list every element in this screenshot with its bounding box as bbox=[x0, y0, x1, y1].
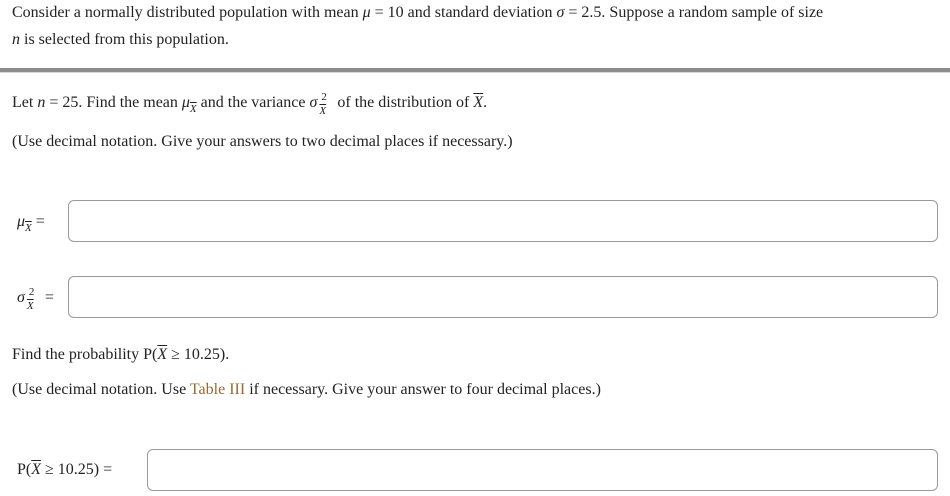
xbar-symbol: $\overline{X}$ bbox=[157, 346, 168, 363]
intro-text-4: is selected from this population. bbox=[20, 31, 229, 48]
instruction-text: if necessary. Give your answer to four decimal places.) bbox=[245, 381, 601, 398]
prompt-text: and the variance bbox=[196, 94, 310, 111]
prompt-text: . bbox=[483, 94, 488, 111]
xbar-symbol: $\overline{X}$ bbox=[473, 94, 484, 111]
prompt-text: = 25. Find the mean bbox=[45, 94, 182, 111]
prompt-text: of the distribution of bbox=[333, 94, 474, 111]
variance-label bbox=[17, 286, 54, 312]
xbar-symbol: $\overline{X}$ bbox=[31, 461, 42, 478]
instruction-text: (Use decimal notation. Use bbox=[12, 381, 190, 398]
intro-text-1: Consider a normally distributed population with mean bbox=[12, 4, 363, 21]
part-a-prompt bbox=[12, 91, 488, 117]
mu-symbol: μ bbox=[17, 213, 26, 230]
mean-input[interactable] bbox=[68, 200, 938, 242]
part-b-instruction bbox=[12, 380, 601, 400]
sigma-scripts bbox=[317, 91, 333, 117]
prompt-text: Find the probability P( bbox=[12, 346, 158, 363]
probability-label bbox=[17, 460, 112, 480]
intro-line-2 bbox=[12, 30, 229, 50]
mean-label bbox=[17, 212, 45, 233]
mu-symbol: μ bbox=[181, 94, 190, 111]
sigma-symbol: σ bbox=[556, 4, 565, 21]
xbar-subscript: X bbox=[189, 103, 197, 115]
intro-line-1 bbox=[12, 3, 823, 23]
section-divider-shadow bbox=[0, 72, 950, 73]
prompt-text: ≥ 10.25). bbox=[167, 346, 230, 363]
xbar-subscript: X bbox=[25, 222, 32, 234]
n-symbol: n bbox=[12, 31, 20, 48]
sigma-symbol: σ bbox=[309, 94, 318, 111]
sigma-symbol: σ bbox=[17, 289, 25, 306]
label-text: ≥ 10.25) = bbox=[41, 461, 113, 478]
squared-superscript: 2 bbox=[321, 91, 327, 103]
table-iii-link[interactable]: Table III bbox=[189, 381, 246, 398]
squared-superscript: 2 bbox=[28, 286, 35, 298]
label-text: P( bbox=[17, 461, 32, 478]
xbar-subscript: $\overline{X}$ bbox=[26, 300, 34, 312]
equals-sign: = bbox=[31, 213, 45, 230]
intro-text-2: = 10 and standard deviation bbox=[370, 4, 557, 21]
n-symbol: n bbox=[37, 94, 46, 111]
intro-text-3: = 2.5. Suppose a random sample of size bbox=[564, 4, 824, 21]
xbar-subscript: $\overline{X}$ bbox=[319, 105, 327, 117]
part-a-instruction: (Use decimal notation. Give your answers to two decimal places if necessary.) bbox=[12, 133, 513, 150]
prompt-text: Let bbox=[12, 94, 38, 111]
part-b-prompt bbox=[12, 345, 229, 365]
variance-input[interactable] bbox=[68, 276, 938, 318]
probability-input[interactable] bbox=[147, 449, 938, 491]
sigma-scripts bbox=[25, 286, 41, 312]
equals-sign: = bbox=[40, 289, 54, 306]
mu-symbol: μ bbox=[362, 4, 371, 21]
